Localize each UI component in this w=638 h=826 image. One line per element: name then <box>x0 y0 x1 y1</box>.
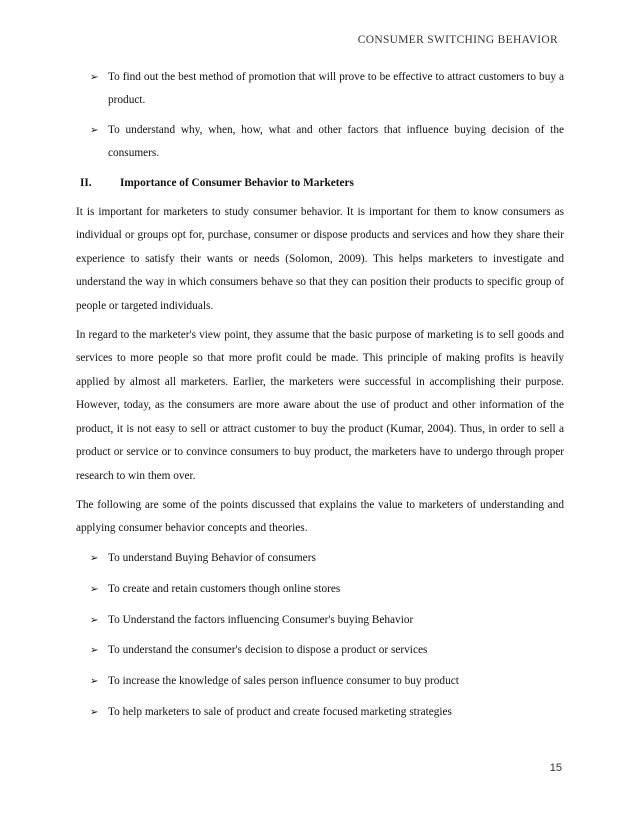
list-item <box>90 547 564 570</box>
list-item <box>90 639 564 662</box>
list-item <box>90 701 564 724</box>
value-points-list <box>76 547 564 725</box>
list-item-text: To understand the consumer's decision to dispose a product or services <box>108 644 428 657</box>
arrow-bullet-icon: ➢ <box>90 124 99 136</box>
paragraph: It is important for marketers to study consumer behavior. It is important for them to know consumers as individual or groups opt for, purchase, consumer or dispose products and services and how they share their experience to satisfy their wants or needs (Solomon, 2009). This helps marketers to investigate and understand the way in which consumers behave so that they can position their products to specific group of people or targeted individuals. <box>76 206 564 312</box>
running-header: CONSUMER SWITCHING BEHAVIOR <box>357 34 558 46</box>
list-item <box>90 578 564 601</box>
paragraph: In regard to the marketer's view point, they assume that the basic purpose of marketing is to sell goods and services to more people so that more profit could be made. This principle of making profits is heavily applied by almost all marketers. Earlier, the marketers were successful in accomplishing their purpose. However, today, as the consumers are more aware about the use of product and other information of the product, it is not easy to sell or attract customer to buy the product (Kumar, 2004). Thus, in order to sell a product or service or to convince consumers to buy product, the marketers have to undergo through proper research to win them over. <box>76 329 564 482</box>
arrow-bullet-icon: ➢ <box>90 614 99 626</box>
list-item-text: To increase the knowledge of sales person influence consumer to buy product <box>108 675 459 688</box>
list-item <box>90 66 564 113</box>
section-number: II. <box>80 176 92 189</box>
list-item-text: To understand Buying Behavior of consumers <box>108 551 316 564</box>
paragraph: The following are some of the points discussed that explains the value to marketers of understanding and applying consumer behavior concepts and theories. <box>76 498 564 535</box>
list-item <box>90 609 564 632</box>
arrow-bullet-icon: ➢ <box>90 645 99 657</box>
list-item-text: To create and retain customers though online stores <box>108 582 341 595</box>
arrow-bullet-icon: ➢ <box>90 552 99 564</box>
list-item-text: To help marketers to sale of product and create focused marketing strategies <box>108 706 452 719</box>
objectives-list <box>76 66 564 166</box>
page-number: 15 <box>549 762 562 774</box>
list-item <box>90 670 564 693</box>
arrow-bullet-icon: ➢ <box>90 707 99 719</box>
arrow-bullet-icon: ➢ <box>90 72 99 83</box>
list-item-text: To understand why, when, how, what and other factors that influence buying decision of the consumers. <box>108 123 564 160</box>
document-body <box>76 66 564 732</box>
list-item-text: To find out the best method of promotion that will prove to be effective to attract customers to buy a product. <box>108 71 564 107</box>
arrow-bullet-icon: ➢ <box>90 676 99 688</box>
section-heading <box>76 172 564 195</box>
list-item <box>90 119 564 166</box>
section-title: Importance of Consumer Behavior to Marketers <box>120 176 354 189</box>
arrow-bullet-icon: ➢ <box>90 583 99 595</box>
list-item-text: To Understand the factors influencing Consumer's buying Behavior <box>108 613 414 626</box>
